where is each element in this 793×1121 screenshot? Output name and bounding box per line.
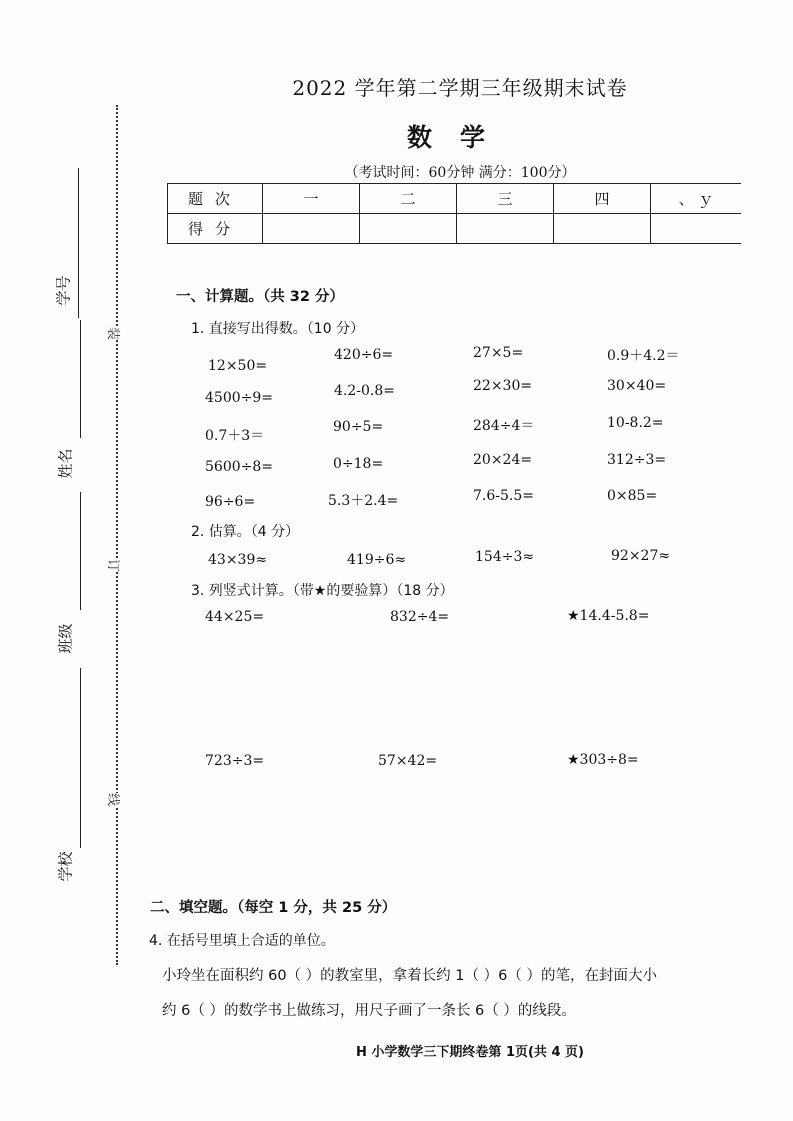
q1-problem: 0÷18=	[333, 456, 384, 472]
q1-problem: 12×50=	[208, 358, 268, 374]
margin-line-student-id	[78, 168, 79, 318]
margin-line-name	[80, 320, 81, 438]
q1-problem: 4500÷9=	[205, 390, 273, 406]
question-4-title: 4. 在括号里填上合适的单位。	[149, 933, 335, 949]
score-table-col-4: 四	[554, 184, 651, 214]
score-cell-5[interactable]	[651, 214, 742, 244]
question-2-title: 2. 估算。（4 分）	[191, 524, 300, 540]
q1-problem: 0.7＋3＝	[205, 428, 265, 444]
q2-problem: 419÷6≈	[347, 552, 407, 568]
q2-problem: 154÷3≈	[475, 549, 535, 565]
subject-title: 数学	[406, 123, 513, 152]
q1-problem: 27×5=	[473, 345, 524, 361]
score-table	[167, 183, 741, 244]
field-school-label: 学校	[56, 851, 75, 882]
q1-problem: 7.6-5.5=	[473, 488, 534, 504]
q1-problem: 4.2-0.8=	[334, 383, 395, 399]
exam-title: 2022 学年第二学期三年级期末试卷	[292, 76, 628, 100]
score-table-question-label: 题次	[168, 184, 263, 214]
q1-problem: 96÷6=	[205, 494, 256, 510]
score-cell-4[interactable]	[554, 214, 651, 244]
score-table-col-1: 一	[263, 184, 360, 214]
binding-char-zhuang: 装	[105, 327, 124, 340]
page-footer: H 小学数学三下期终卷第 1页(共 4 页)	[356, 1045, 584, 1060]
score-table-row-questions	[168, 184, 742, 214]
q3-problem: 57×42=	[378, 753, 438, 769]
q1-problem: 10-8.2=	[607, 415, 664, 431]
q1-problem: 284÷4＝	[473, 418, 535, 434]
field-student-id-label: 学号	[54, 275, 73, 306]
score-table-col-3: 三	[457, 184, 554, 214]
q1-problem: 420÷6=	[334, 347, 394, 363]
q3-problem: 723÷3=	[205, 753, 265, 769]
q3-problem: ★303÷8=	[567, 752, 639, 768]
q1-problem: 30×40=	[607, 378, 667, 394]
score-table-col-5: 、 ｙ	[651, 184, 742, 214]
score-table-score-label: 得分	[168, 214, 263, 244]
section-2-title: 二、填空题。（每空 1 分，共 25 分）	[150, 900, 397, 916]
q3-problem: ★14.4-5.8=	[567, 608, 650, 624]
q1-problem: 22×30=	[473, 378, 533, 394]
score-table-row-scores	[168, 214, 742, 244]
q1-problem: 5.3＋2.4=	[328, 493, 399, 509]
q1-problem: 0.9＋4.2＝	[607, 348, 680, 364]
question-1-title: 1. 直接写出得数。（10 分）	[191, 321, 365, 337]
q2-problem: 92×27≈	[611, 548, 671, 564]
q2-problem: 43×39≈	[208, 552, 268, 568]
field-class-label: 班级	[56, 623, 75, 654]
binding-char-ding: 订	[105, 559, 124, 572]
binding-dotted-line	[116, 105, 118, 965]
margin-line-school	[80, 668, 81, 848]
q1-problem: 0×85=	[607, 488, 658, 504]
q1-problem: 20×24=	[473, 452, 533, 468]
field-name-label: 姓名	[56, 448, 75, 479]
margin-line-class	[80, 492, 81, 610]
score-cell-3[interactable]	[457, 214, 554, 244]
q1-problem: 90÷5=	[333, 419, 384, 435]
q3-problem: 44×25=	[205, 609, 265, 625]
binding-char-xian: 线	[105, 793, 124, 806]
question-4-line-1: 小玲坐在面积约 60（ ）的教室里，拿着长约 1（ ）6（ ）的笔，在封面大小	[162, 968, 657, 984]
question-4-line-2: 约 6（ ）的数学书上做练习，用尺子画了一条长 6（ ）的线段。	[162, 1003, 576, 1019]
score-cell-1[interactable]	[263, 214, 360, 244]
q1-problem: 312÷3=	[607, 452, 667, 468]
score-table-col-2: 二	[360, 184, 457, 214]
q3-problem: 832÷4=	[390, 609, 450, 625]
question-3-title: 3. 列竖式计算。（带★的要验算）（18 分）	[191, 583, 454, 599]
exam-info: （考试时间：60分钟 满分：100分）	[344, 165, 576, 181]
section-1-title: 一、计算题。（共 32 分）	[176, 289, 345, 305]
q1-problem: 5600÷8=	[205, 459, 273, 475]
score-cell-2[interactable]	[360, 214, 457, 244]
